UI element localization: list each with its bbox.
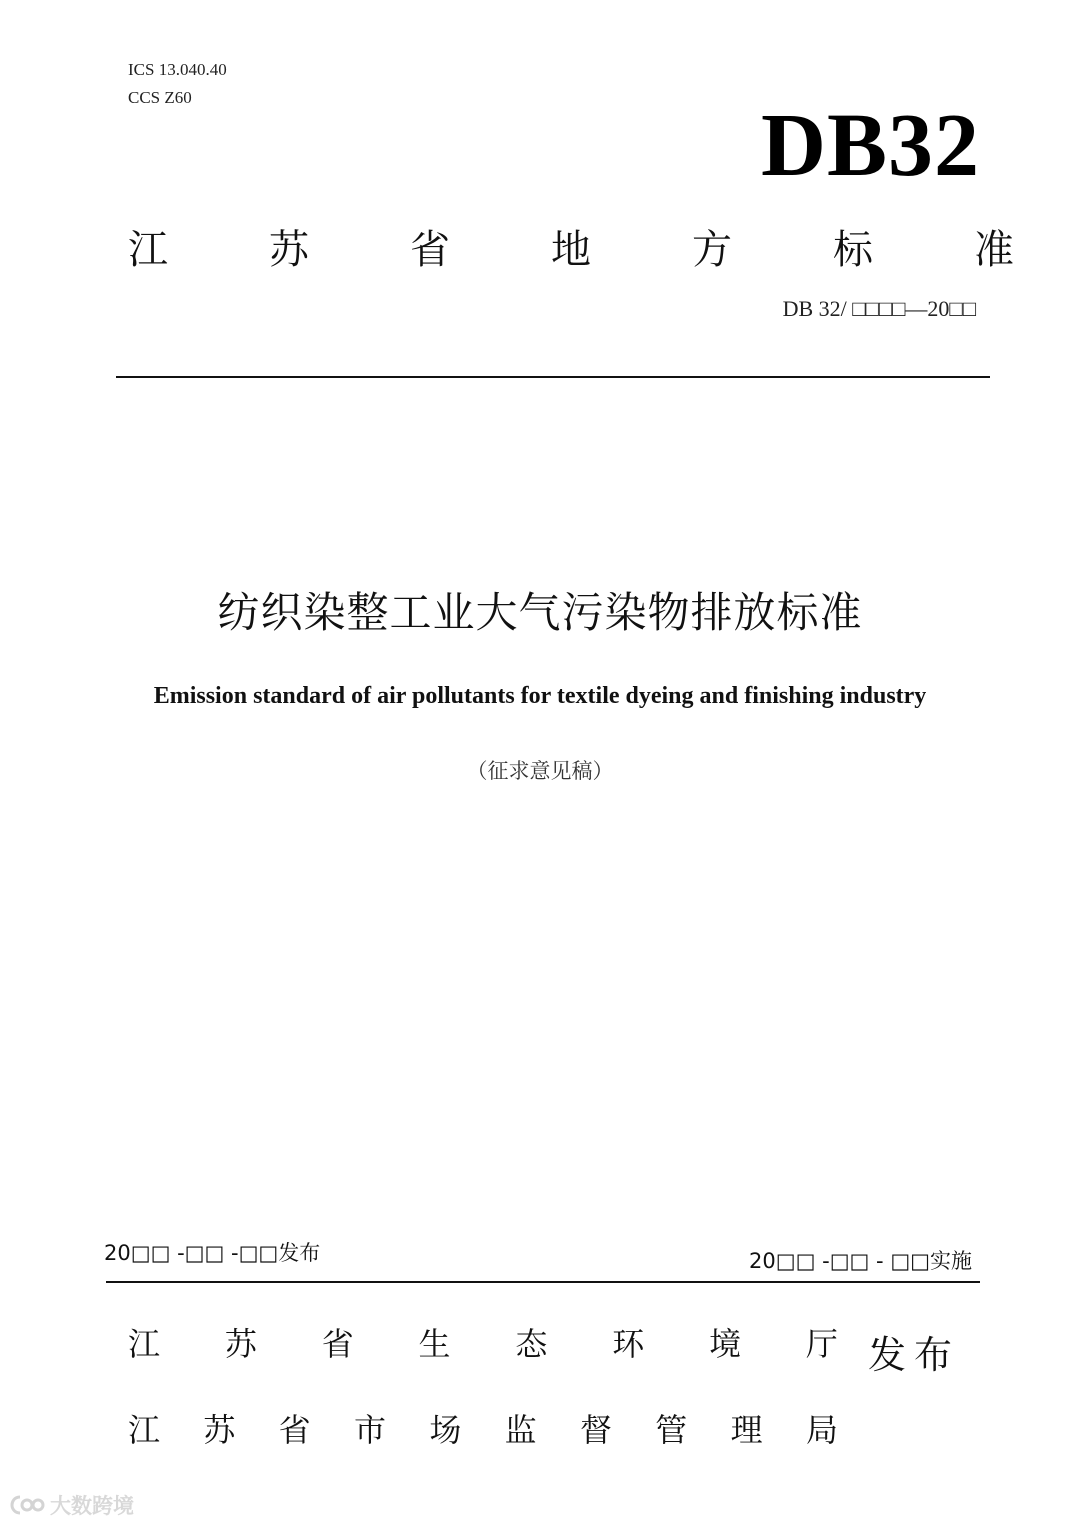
issuer-char: 管 <box>655 1411 688 1449</box>
document-title-en: Emission standard of air pollutants for textile dyeing and finishing industry <box>153 683 927 709</box>
issuer-char: 省 <box>321 1325 354 1363</box>
category-char: 标 <box>833 227 873 273</box>
draft-note: （征求意见稿） <box>466 759 614 783</box>
issuer-char: 江 <box>128 1411 161 1449</box>
watermark <box>10 1490 134 1520</box>
category-char: 苏 <box>269 227 309 273</box>
watermark-text: 大数跨境 <box>50 1494 134 1518</box>
publish-date: 20□□ -□□ -□□发布 <box>104 1241 321 1265</box>
issue-label: 发布 <box>868 1333 961 1377</box>
issuer-line-2-clipped <box>128 1396 848 1449</box>
issuer-char: 厅 <box>805 1325 838 1363</box>
category-char: 准 <box>974 227 1014 273</box>
issuer-char: 督 <box>579 1411 612 1449</box>
issuer-char: 苏 <box>203 1411 236 1449</box>
standard-category <box>128 222 1014 278</box>
issuer-char: 态 <box>515 1325 548 1363</box>
footer-divider <box>106 1281 980 1283</box>
issuer-char: 省 <box>278 1411 311 1449</box>
issuer-char: 理 <box>730 1411 763 1449</box>
category-char: 地 <box>551 227 591 273</box>
issuer-char: 市 <box>353 1411 386 1449</box>
category-char: 省 <box>410 227 450 273</box>
classification-codes <box>128 56 227 112</box>
ccs-code: CCS Z60 <box>128 88 192 107</box>
implement-date: 20□□ -□□ - □□实施 <box>749 1249 972 1273</box>
issuer-line-1 <box>128 1322 838 1366</box>
issuer-line-2 <box>128 1408 838 1452</box>
issuer-char: 生 <box>418 1325 451 1363</box>
category-char: 江 <box>128 227 168 273</box>
issuer-char: 监 <box>504 1411 537 1449</box>
issuer-char: 苏 <box>224 1325 257 1363</box>
issuer-char: 江 <box>128 1325 161 1363</box>
issuer-char: 环 <box>612 1325 645 1363</box>
issuer-char: 局 <box>805 1411 838 1449</box>
standard-number: DB 32/ □□□□—20□□ <box>782 296 976 321</box>
standard-code: DB32 <box>760 96 980 195</box>
issuer-char: 境 <box>709 1325 742 1363</box>
category-char: 方 <box>692 227 732 273</box>
issuer-char: 场 <box>429 1411 462 1449</box>
ics-code: ICS 13.040.40 <box>128 60 227 79</box>
header-divider <box>116 376 990 378</box>
watermark-logo-icon <box>10 1494 44 1516</box>
document-title-cn: 纺织染整工业大气污染物排放标准 <box>217 588 863 637</box>
